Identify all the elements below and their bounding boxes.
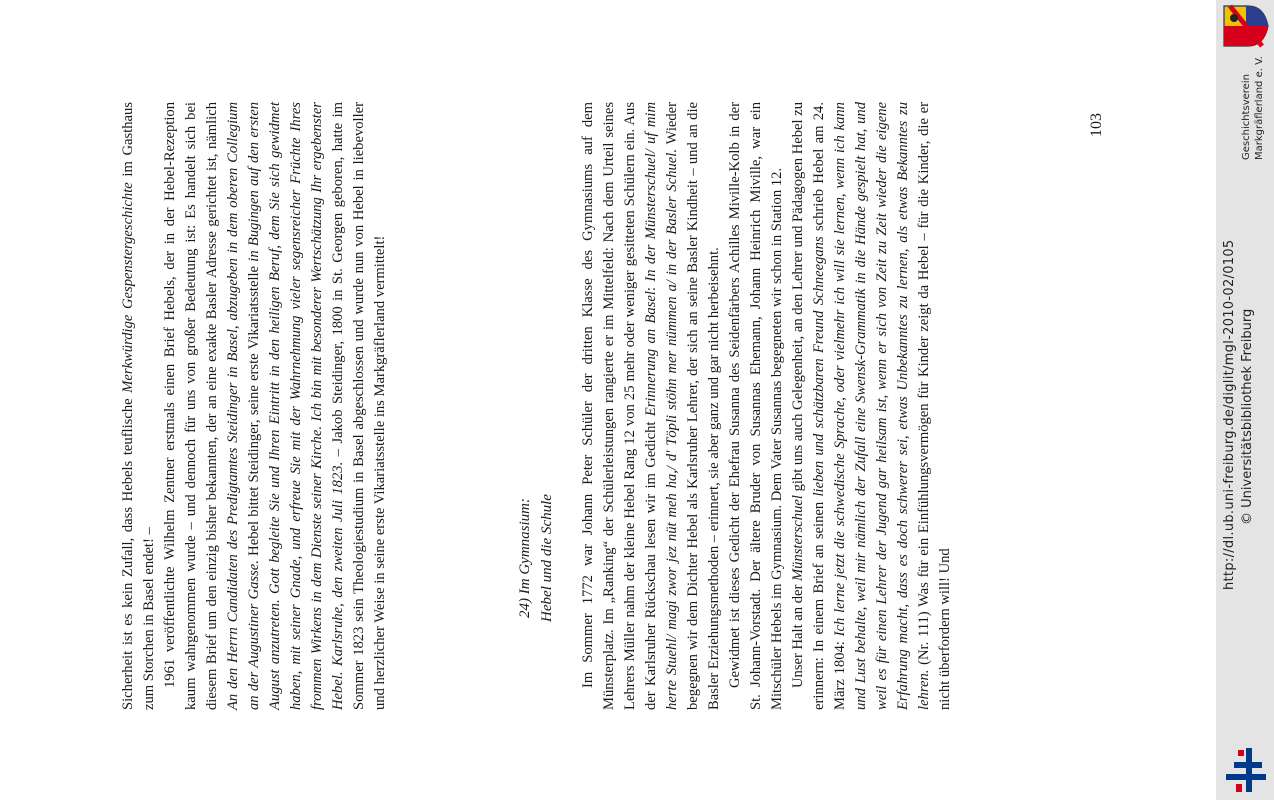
footer-copyright: © Universitätsbibliothek Freiburg <box>1240 308 1255 525</box>
page-number: 103 <box>1088 113 1105 137</box>
paragraph: Sicherheit ist es kein Zufall, dass Hebels teuflische Merkwürdige Gespenstergeschichte im Gasthaus zum Storchen in Basel endet! – <box>120 102 157 710</box>
section-heading-subtitle: Hebel und die Schule <box>539 494 555 622</box>
paragraph: Gewidmet ist dieses Gedicht der Ehefrau Susanna des Seidenfärbers Achilles Miville-Kolb in der St. Johann-Vorstadt. Der ältere Bruder von Susannas Ehemann, Johann Heinrich Miville, war ein Mitschüler Hebels im Gymnasium. Dem Vater Susannas begegneten wir schon in Station 12. <box>727 102 785 710</box>
text-column-upper <box>118 102 391 710</box>
paragraph: 1961 veröffentlichte Wilhelm Zentner erstmals einen Brief Hebels, der in der Hebel-Rezeption kaum wahrgenommen wurde – und dennoch für uns von großer Bedeutung ist: Es handelt sich bei diesem Brief um den einzig bisher bekannten, der an eine exakte Basler Adresse gerichtet ist, nämlich An den Herrn Candidaten des Predigtamtes Steidinger in Basel, abzugeben in dem oberen Collegium an der Augustiner Gasse. Hebel bittet Steidinger, seine erste Vikariatsstelle in Bugingen auf den ersten August anzutreten. Gott begleite Sie und Ihren Eintritt in den heiligen Beruf, dem Sie sich gewidmet haben, mit seiner Gnade, und erfreue Sie mit der Wahrnehmung vieler segensreicher Früchte Ihres frommen Wirkens in dem Dienste seiner Kirche. Ich bin mit besonderer Wertschätzung Ihr ergebenster Hebel. Karlsruhe, den zweiten Juli 1823. – Jakob Steidinger, 1800 in St. Georgen geboren, hatte im Sommer 1823 sein Theologiestudium in Basel abgeschlossen und wurde nun von Hebel in liebevoller und herzlicher Weise in seine erste Vikariatsstelle ins Markgräflerland vermittelt! <box>162 102 388 710</box>
section-heading-title: 24) Im Gymnasium: <box>517 498 533 618</box>
publisher-line2: Markgräflerland e. V. <box>1254 56 1265 160</box>
coat-of-arms-icon <box>1222 4 1270 48</box>
ub-freiburg-logo-icon <box>1224 746 1268 794</box>
paragraph: Unser Halt an der Münsterschuel gibt uns auch Gelegenheit, an den Lehrer und Pädagogen Hebel zu erinnern: In einem Brief an seinen lieben und schätzbaren Freund Schneegans schrieb Hebel am 24. März 1804: Ich lerne jetzt die schwedische Sprache, oder vielmehr ich will sie lernen, wenn ich kann und Lust behalte, weil mir nämlich der Zufall eine Swensk-Grammatik in die Hände gespielt hat, und weil es für einen Lehrer der Jugend gar heilsam ist, wenn er sich von Zeit zu Zeit wieder die eigene Erfahrung macht, dass es doch schwerer sei, etwas Unbekanntes zu lernen, als etwas Bekanntes zu lehren. (Nr. 111) Was für ein Einfühlungsvermögen für Kinder zeigt da Hebel – für die Kinder, die er nicht überfordern will! Und <box>790 101 953 710</box>
paragraph: Im Sommer 1772 war Johann Peter Schüler der dritten Klasse des Gymnasiums auf dem Münsterplatz. Im „Ranking“ der Schülerleistungen rangierte er im Mittelfeld: Nach dem Urteil seines Lehrers Müller nahm der kleine Hebel Rang 12 von 25 mehr oder weniger gesitteten Schülern ein. Aus der Karlsruher Rückschau lesen wir im Gedicht Erinnerung an Basel: In der Münsterschuel/ uf mim herte Stuehl/ magi zwor jez nüt meh ha,/ d' Töpli stöhn mer nümmen a/ in der Basler Schuel. Wieder begegnen wir dem Dichter Hebel als Karlsruher Lehrer, der sich an seine Basler Kindheit – und an die Basler Erziehungsmethoden – erinnert, sie aber ganz und gar nicht herbeisehnt. <box>580 101 722 710</box>
section-heading <box>514 378 558 738</box>
publisher-name <box>1240 40 1266 160</box>
text-column-lower <box>578 102 956 710</box>
footer-url-link[interactable]: http://dl.ub.uni-freiburg.de/diglit/mgl-2010-02/0105 <box>1222 239 1237 590</box>
publisher-line1: Geschichtsverein <box>1241 74 1252 160</box>
